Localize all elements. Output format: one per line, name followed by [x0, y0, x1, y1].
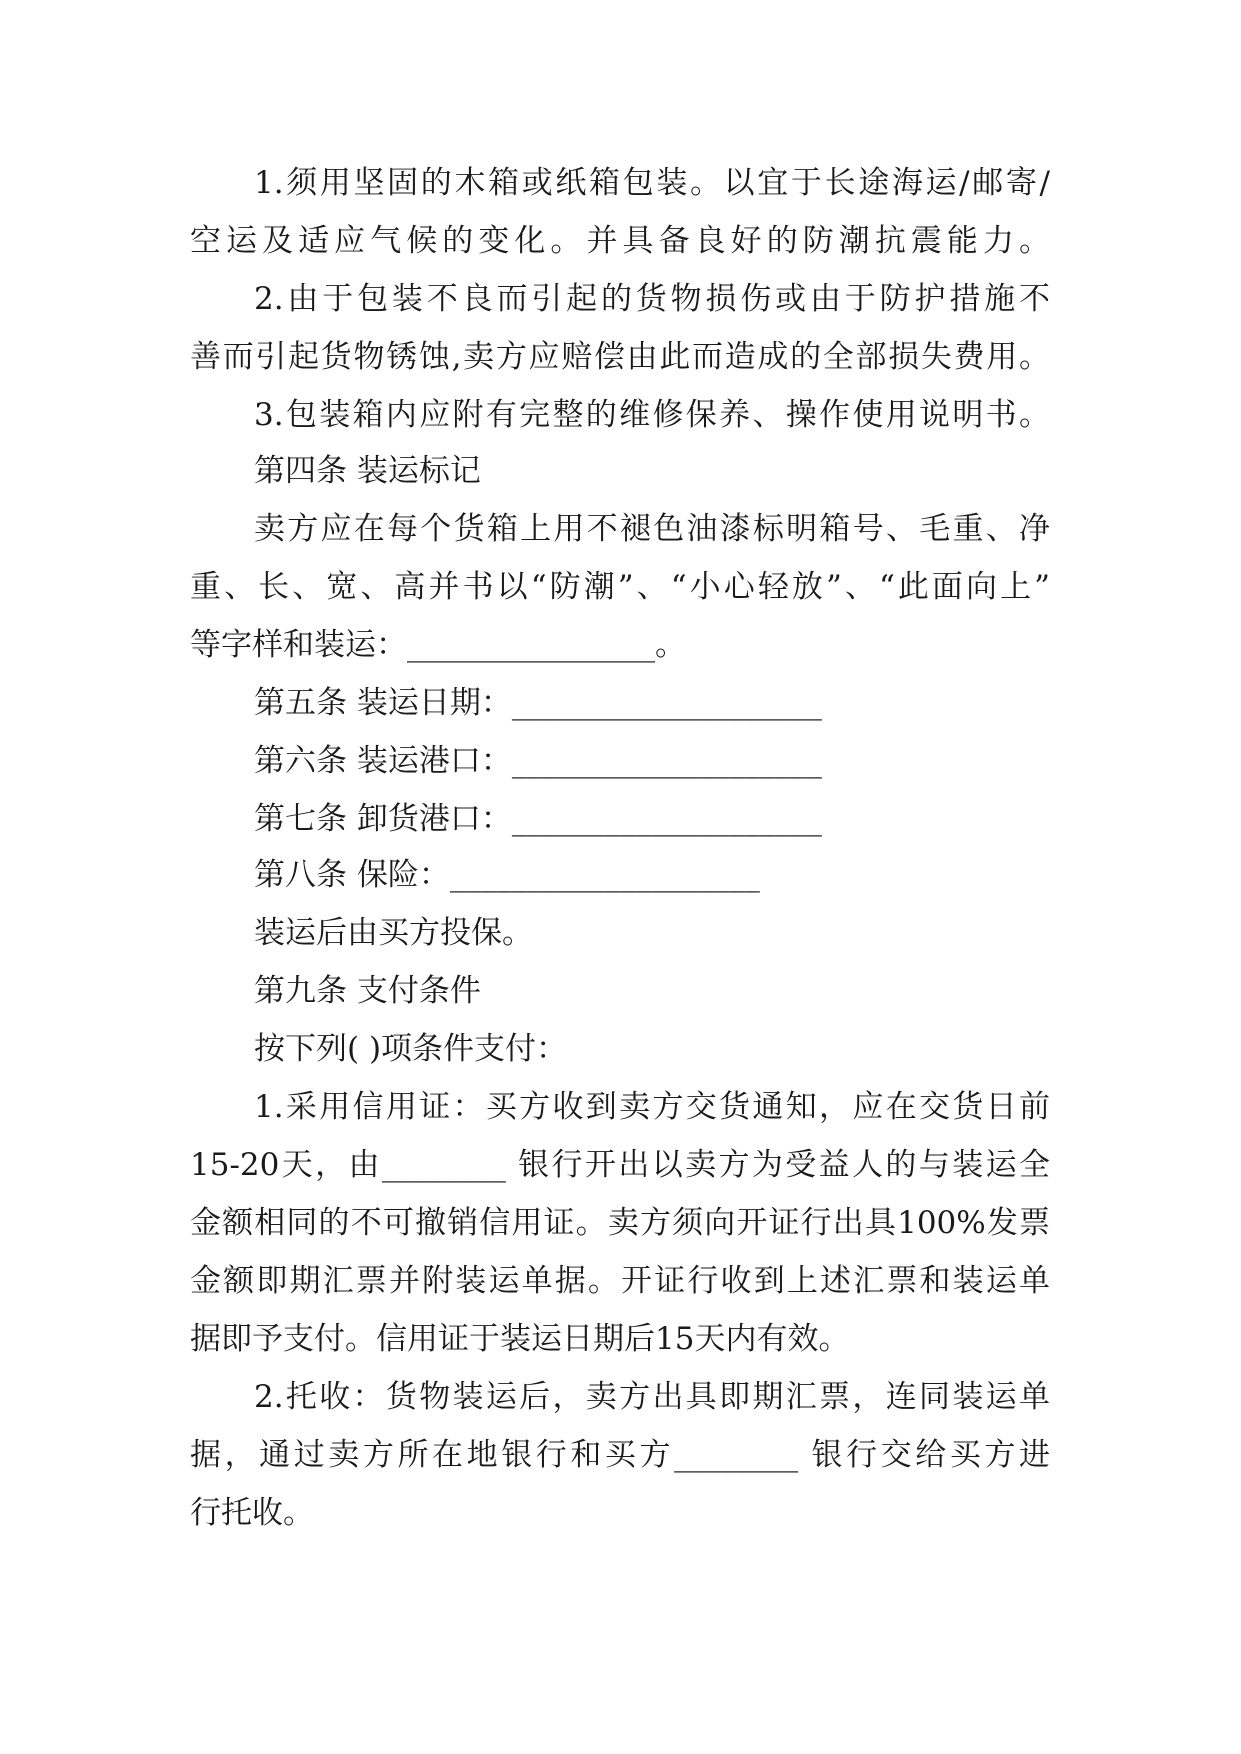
article-7-unloading-port: 第七条 卸货港口：____________________	[254, 801, 822, 837]
payment-collection-line-2: 据，通过卖方所在地银行和买方________ 银行交给买方进	[190, 1437, 1050, 1473]
article-4-body-line-1: 卖方应在每个货箱上用不褪色油漆标明箱号、毛重、净	[254, 511, 1050, 547]
article-4-body-line-3: 等字样和装运：________________。	[190, 627, 686, 663]
article-9-intro: 按下列( )项条件支付：	[254, 1031, 568, 1067]
article-6-loading-port: 第六条 装运港口：____________________	[254, 743, 822, 779]
article-5-shipment-date: 第五条 装运日期：____________________	[254, 685, 822, 721]
payment-lc-line-1: 1.采用信用证：买方收到卖方交货通知，应在交货日前	[254, 1089, 1050, 1125]
payment-lc-line-5: 据即予支付。信用证于装运日期后15天内有效。	[190, 1321, 850, 1357]
payment-collection-line-1: 2.托收：货物装运后，卖方出具即期汇票，连同装运单	[254, 1379, 1050, 1415]
clause-packaging-2-line-2: 善而引起货物锈蚀,卖方应赔偿由此而造成的全部损失费用。	[190, 339, 1050, 375]
article-8-body: 装运后由买方投保。	[254, 915, 533, 951]
article-4-body-line-2: 重、长、宽、高并书以“防潮”、“小心轻放”、“此面向上”	[190, 569, 1050, 605]
payment-lc-line-2: 15-20天，由________ 银行开出以卖方为受益人的与装运全	[190, 1147, 1050, 1183]
clause-packaging-1-line-2: 空运及适应气候的变化。并具备良好的防潮抗震能力。	[190, 223, 1050, 259]
payment-lc-line-4: 金额即期汇票并附装运单据。开证行收到上述汇票和装运单	[190, 1263, 1050, 1299]
payment-collection-line-3: 行托收。	[190, 1495, 314, 1531]
payment-lc-line-3: 金额相同的不可撤销信用证。卖方须向开证行出具100%发票	[190, 1205, 1050, 1241]
clause-packaging-1-line-1: 1.须用坚固的木箱或纸箱包装。以宜于长途海运/邮寄/	[254, 165, 1050, 201]
article-8-insurance: 第八条 保险：____________________	[254, 857, 760, 893]
article-4-heading: 第四条 装运标记	[254, 453, 481, 489]
clause-packaging-3: 3.包装箱内应附有完整的维修保养、操作使用说明书。	[254, 397, 1050, 433]
clause-packaging-2-line-1: 2.由于包装不良而引起的货物损伤或由于防护措施不	[254, 281, 1050, 317]
article-9-heading: 第九条 支付条件	[254, 973, 481, 1009]
